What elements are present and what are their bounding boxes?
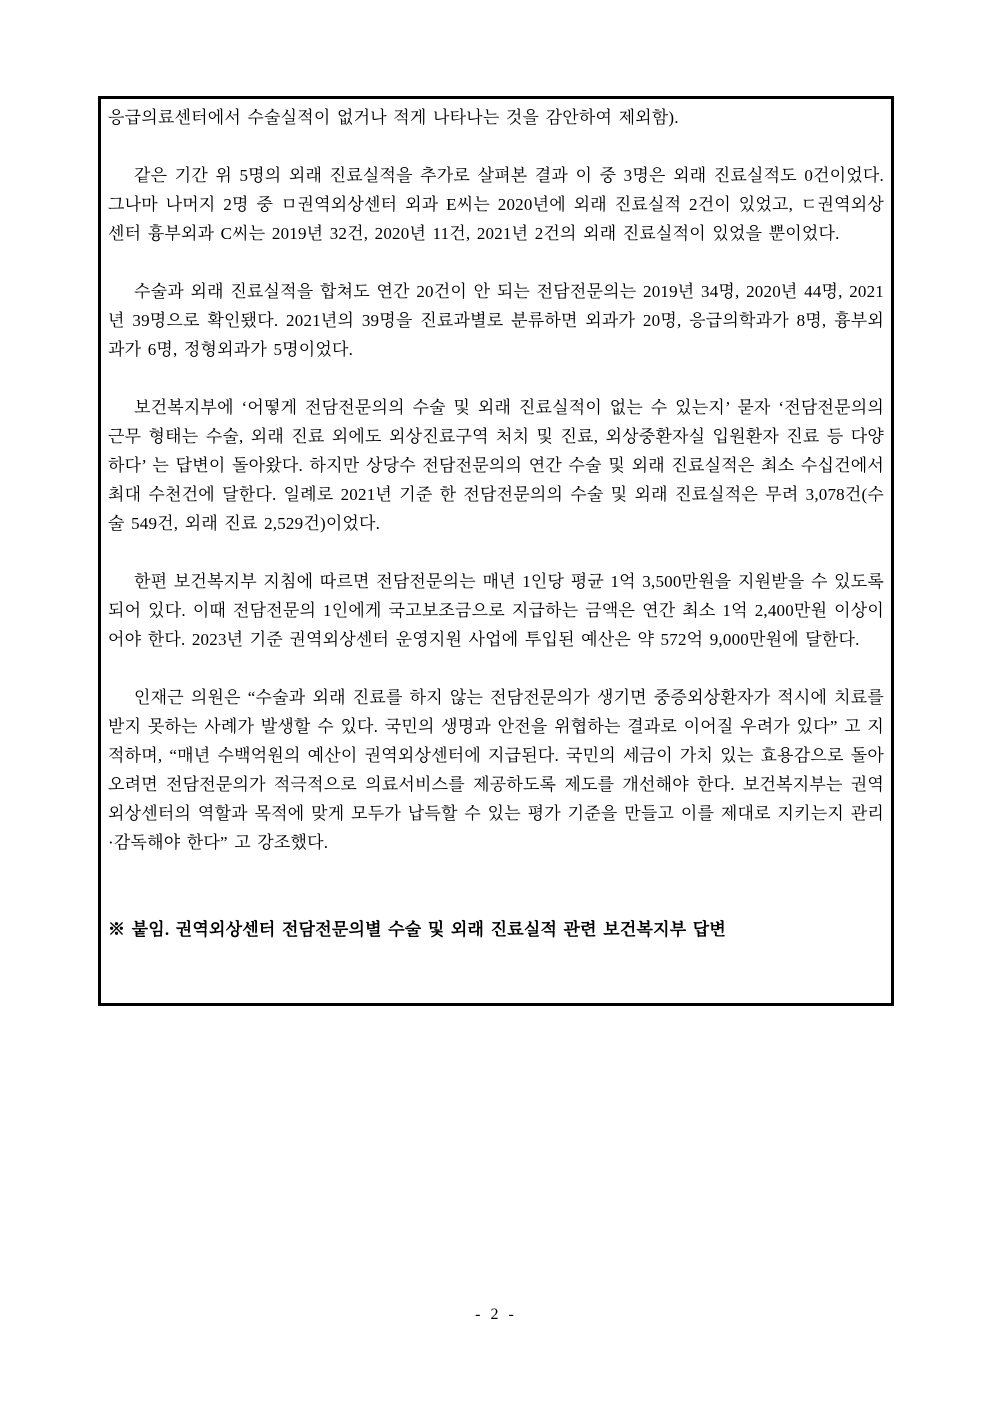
paragraph-ministry-response: 보건복지부에 ‘어떻게 전담전문의의 수술 및 외래 진료실적이 없는 수 있는지’ 묻자 ‘전담전문의의 근무 형태는 수술, 외래 진료 외에도 외상진료구역 처치 및 진료, 외상중환자실 입원환자 진료 등 다양하다’ 는 답변이 돌아왔다. 하지만 상당수 전담전문의의 연간 수술 및 외래 진료실적은 최소 수십건에서 최대 수천건에 달한다. 일례로 2021년 기준 한 전담전문의의 수술 및 외래 진료실적은 무려 3,078건(수술 549건, 외래 진료 2,529건)이었다. xyxy=(108,398,884,533)
page-number: - 2 - xyxy=(475,1306,517,1323)
paragraph-continuation: 응급의료센터에서 수술실적이 없거나 적게 나타나는 것을 감안하여 제외함). xyxy=(108,108,679,127)
content-frame xyxy=(98,96,894,1006)
paragraph-budget: 한편 보건복지부 지침에 따르면 전담전문의는 매년 1인당 평균 1억 3,500만원을 지원받을 수 있도록 되어 있다. 이때 전담전문의 1인에게 국고보조금으로 지급하는 금액은 연간 최소 1억 2,400만원 이상이어야 한다. 2023년 기준 권역외상센터 운영지원 사업에 투입된 예산은 약 572억 9,000만원에 달한다. xyxy=(108,572,884,649)
paragraph-lawmaker-quote: 인재근 의원은 “수술과 외래 진료를 하지 않는 전담전문의가 생기면 중증외상환자가 적시에 치료를 받지 못하는 사례가 발생할 수 있다. 국민의 생명과 안전을 위협하는 결과로 이어질 우려가 있다” 고 지적하며, “매년 수백억원의 예산이 권역외상센터에 지급된다. 국민의 세금이 가치 있는 효용감으로 돌아오려면 전담전문의가 적극적으로 의료서비스를 제공하도록 제도를 개선해야 한다. 보건복지부는 권역외상센터의 역할과 목적에 맞게 모두가 납득할 수 있는 평가 기준을 만들고 이를 제대로 지키는지 관리·감독해야 한다” 고 강조했다. xyxy=(108,688,884,852)
paragraph-specialist-counts: 수술과 외래 진료실적을 합쳐도 연간 20건이 안 되는 전담전문의는 2019년 34명, 2020년 44명, 2021년 39명으로 확인됐다. 2021년의 39명을 진료과별로 분류하면 외과가 20명, 응급의학과가 8명, 흉부외과가 6명, 정형외과가 5명이었다. xyxy=(108,282,884,359)
paragraph-outpatient-records: 같은 기간 위 5명의 외래 진료실적을 추가로 살펴본 결과 이 중 3명은 외래 진료실적도 0건이었다. 그나마 나머지 2명 중 ㅁ권역외상센터 외과 E씨는 2020년에 외래 진료실적 2건이 있었고, ㄷ권역외상센터 흉부외과 C씨는 2019년 32건, 2020년 11건, 2021년 2건의 외래 진료실적이 있었을 뿐이었다. xyxy=(108,166,884,243)
attachment-note: ※ 붙임. 권역외상센터 전담전문의별 수술 및 외래 진료실적 관련 보건복지부 답변 xyxy=(108,920,727,939)
